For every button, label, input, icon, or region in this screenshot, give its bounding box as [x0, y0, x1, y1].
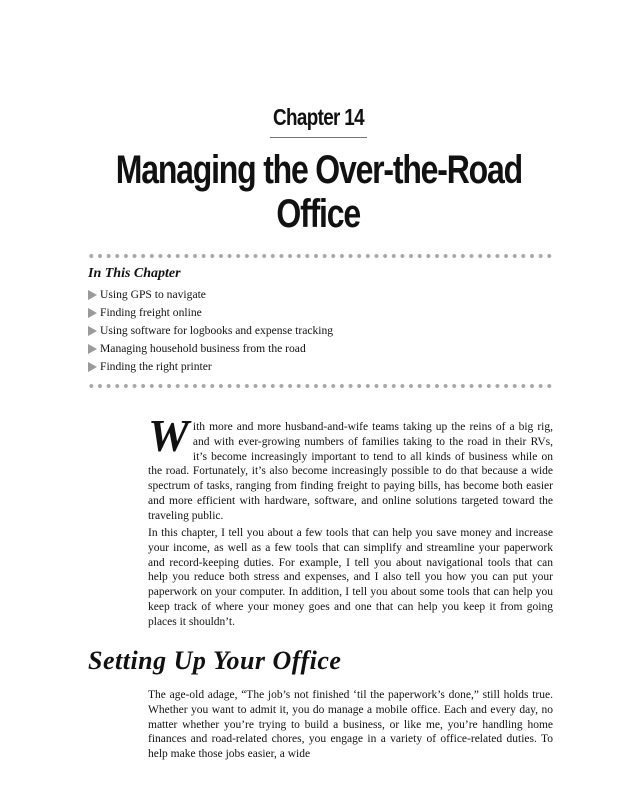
drop-cap: W — [148, 410, 189, 461]
triangle-bullet-icon — [88, 308, 97, 318]
list-item — [88, 358, 333, 376]
list-item — [88, 340, 333, 358]
in-this-chapter-heading: In This Chapter — [88, 266, 181, 281]
chapter-title — [0, 148, 637, 236]
dotted-divider-top — [87, 253, 552, 259]
list-item-text: Finding the right printer — [100, 360, 212, 373]
section-paragraph-1: The age-old adage, “The job’s not finished ‘til the paperwork’s done,” still holds true. Whether you want to admit it, you do manage a mobile office. Each and every day, no matter whether you’re trying to build a business, or like me, you’re handling home finances and road-related chores, you engage in a variety of office-related duties. To help make those jobs easier, a wide — [148, 689, 553, 761]
intro-paragraph-1 — [148, 410, 553, 524]
chapter-number: Chapter 14 — [273, 104, 364, 130]
list-item-text: Managing household business from the road — [100, 342, 306, 355]
dotted-divider-bottom — [87, 383, 552, 389]
intro-paragraph-1-text: ith more and more husband-and-wife teams taking up the reins of a big rig, and with ever-growing numbers of families taking to the road in their RVs, it’s become increasingly important to tend to all kinds of business while on the road. Fortunately, it’s also become increasingly possible to do that because a wide spectrum of tasks, ranging from finding freight to paying bills, has become both easier and more efficient with hardware, software, and online solutions targeted toward the traveling public. — [148, 421, 553, 522]
chapter-underline — [270, 137, 367, 138]
list-item — [88, 286, 333, 304]
list-item-text: Finding freight online — [100, 306, 202, 319]
chapter-topics-list — [88, 286, 333, 376]
list-item-text: Using software for logbooks and expense tracking — [100, 324, 334, 337]
section-heading: Setting Up Your Office — [88, 646, 342, 675]
triangle-bullet-icon — [88, 362, 97, 372]
list-item — [88, 304, 333, 322]
list-item — [88, 322, 333, 340]
triangle-bullet-icon — [88, 290, 97, 300]
list-item-text: Using GPS to navigate — [100, 288, 206, 301]
triangle-bullet-icon — [88, 326, 97, 336]
intro-paragraph-2: In this chapter, I tell you about a few tools that can help you save money and increase your income, as well as a few tools that can simplify and streamline your paperwork and record-keeping duties. For example, I tell you about navigational tools that can help you reduce both stress and expenses, and I also tell you how you can put your paperwork on your computer. In addition, I tell you about some tools that can help you keep track of where your money goes and one that can help you keep it from going places it shouldn’t. — [148, 527, 553, 628]
chapter-title-line-2: Office — [276, 192, 361, 236]
triangle-bullet-icon — [88, 344, 97, 354]
chapter-title-line-1: Managing the Over-the-Road — [115, 148, 522, 192]
